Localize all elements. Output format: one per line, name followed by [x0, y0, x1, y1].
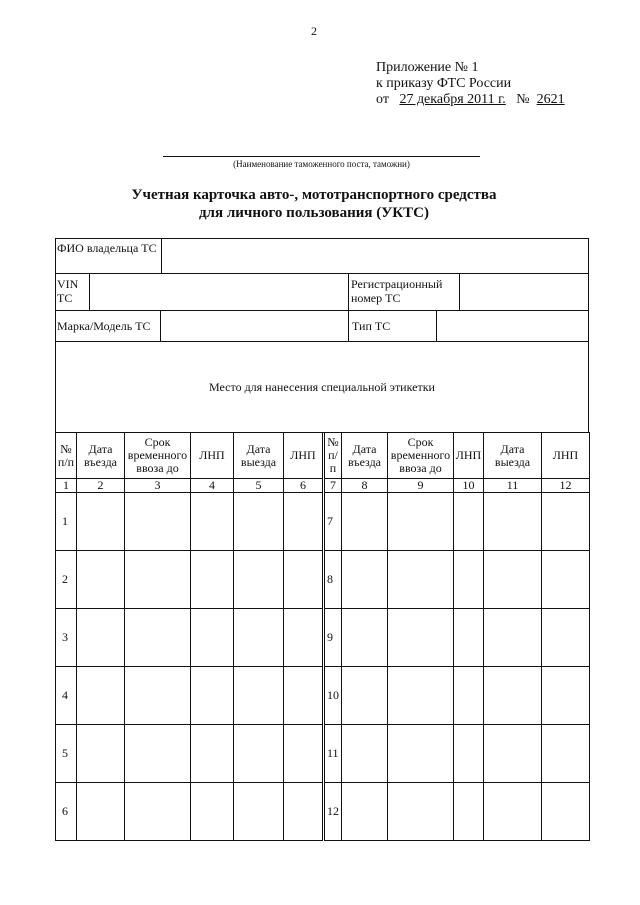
col-header: Дата выезда [484, 433, 542, 479]
entry-cell[interactable] [484, 783, 542, 841]
col-number: 6 [284, 479, 324, 493]
row-number: 1 [56, 493, 77, 551]
entry-cell[interactable] [77, 725, 125, 783]
entry-cell[interactable] [125, 551, 191, 609]
entry-cell[interactable] [484, 725, 542, 783]
entry-cell[interactable] [454, 725, 484, 783]
entry-cell[interactable] [77, 551, 125, 609]
entry-cell[interactable] [284, 667, 324, 725]
entry-cell[interactable] [484, 667, 542, 725]
customs-name-line [163, 156, 480, 157]
col-number: 10 [454, 479, 484, 493]
row-number: 10 [324, 667, 342, 725]
entry-cell[interactable] [125, 725, 191, 783]
col-header: Дата въезда [77, 433, 125, 479]
entry-cell[interactable] [542, 667, 590, 725]
entry-cell[interactable] [388, 783, 454, 841]
table-row [56, 725, 590, 783]
entry-cell[interactable] [191, 609, 234, 667]
appendix-line3 [376, 92, 565, 108]
entry-cell[interactable] [77, 783, 125, 841]
table-row [56, 493, 590, 551]
entry-cell[interactable] [342, 493, 388, 551]
column-number-row [56, 479, 590, 493]
col-number: 8 [342, 479, 388, 493]
entry-cell[interactable] [191, 667, 234, 725]
entry-cell[interactable] [342, 667, 388, 725]
col-number: 5 [234, 479, 284, 493]
col-number: 4 [191, 479, 234, 493]
table-row [56, 667, 590, 725]
row-number: 11 [324, 725, 342, 783]
appendix-line1: Приложение № 1 [376, 60, 479, 75]
entry-cell[interactable] [125, 493, 191, 551]
appendix-from-label: от [376, 92, 389, 107]
entry-cell[interactable] [191, 783, 234, 841]
row-number: 6 [56, 783, 77, 841]
table-header-row [56, 433, 590, 479]
col-number: 9 [388, 479, 454, 493]
entry-cell[interactable] [454, 667, 484, 725]
col-number: 12 [542, 479, 590, 493]
entry-cell[interactable] [388, 551, 454, 609]
type-label: Тип ТС [352, 319, 391, 333]
entry-cell[interactable] [484, 493, 542, 551]
table-row [56, 783, 590, 841]
row-number: 2 [56, 551, 77, 609]
entry-cell[interactable] [454, 609, 484, 667]
col-header: ЛНП [191, 433, 234, 479]
appendix-number: 2621 [536, 92, 565, 107]
table-row [56, 609, 590, 667]
col-number: 3 [125, 479, 191, 493]
entry-cell[interactable] [77, 667, 125, 725]
entry-cell[interactable] [191, 551, 234, 609]
entry-cell[interactable] [542, 725, 590, 783]
col-header: № п/п [324, 433, 342, 479]
row-number: 8 [324, 551, 342, 609]
entry-cell[interactable] [484, 609, 542, 667]
entry-cell[interactable] [234, 609, 284, 667]
col-header: № п/п [56, 433, 77, 479]
col-header: ЛНП [284, 433, 324, 479]
entry-cell[interactable] [454, 783, 484, 841]
entry-cell[interactable] [342, 551, 388, 609]
appendix-number-label: № [516, 92, 530, 107]
customs-caption: (Наименование таможенного поста, таможни) [233, 159, 410, 169]
entry-cell[interactable] [284, 725, 324, 783]
col-header: Срок временного ввоза до [388, 433, 454, 479]
entry-cell[interactable] [125, 667, 191, 725]
entry-cell[interactable] [125, 609, 191, 667]
entry-cell[interactable] [191, 493, 234, 551]
entry-cell[interactable] [542, 551, 590, 609]
col-number: 11 [484, 479, 542, 493]
entry-cell[interactable] [342, 783, 388, 841]
entry-cell[interactable] [342, 609, 388, 667]
entry-cell[interactable] [77, 609, 125, 667]
entry-cell[interactable] [542, 493, 590, 551]
entry-cell[interactable] [284, 493, 324, 551]
appendix-date: 27 декабря 2011 г. [399, 92, 506, 107]
entry-cell[interactable] [454, 493, 484, 551]
model-label: Марка/Модель ТС [57, 319, 151, 333]
special-label-text: Место для нанесения специальной этикетки [209, 380, 435, 394]
col-number: 1 [56, 479, 77, 493]
entry-cell[interactable] [234, 493, 284, 551]
row-number: 5 [56, 725, 77, 783]
entry-cell[interactable] [388, 493, 454, 551]
model-value-cell[interactable] [160, 310, 349, 342]
entry-cell[interactable] [454, 551, 484, 609]
entry-cell[interactable] [388, 609, 454, 667]
entry-cell[interactable] [234, 551, 284, 609]
entry-cell[interactable] [388, 725, 454, 783]
entry-cell[interactable] [234, 667, 284, 725]
entry-cell[interactable] [284, 783, 324, 841]
title-line1: Учетная карточка авто-, мототранспортного средства [131, 187, 497, 203]
entry-cell[interactable] [125, 783, 191, 841]
row-number: 7 [324, 493, 342, 551]
entry-cell[interactable] [77, 493, 125, 551]
entry-cell[interactable] [234, 725, 284, 783]
entry-cell[interactable] [388, 667, 454, 725]
col-number: 7 [324, 479, 342, 493]
owner-label: ФИО владельца ТС [57, 241, 157, 255]
entry-cell[interactable] [234, 783, 284, 841]
reg-label: Регистрационный номер ТС [351, 277, 443, 305]
entry-cell[interactable] [542, 783, 590, 841]
entry-cell[interactable] [342, 725, 388, 783]
page-number: 2 [311, 24, 317, 38]
entry-cell[interactable] [191, 725, 234, 783]
col-header: ЛНП [454, 433, 484, 479]
reg-value-cell[interactable] [459, 273, 589, 311]
title-line2: для личного пользования (УКТС) [198, 205, 430, 221]
col-header: Дата выезда [234, 433, 284, 479]
entry-cell[interactable] [284, 551, 324, 609]
appendix-line2: к приказу ФТС России [376, 76, 512, 91]
entry-cell[interactable] [484, 551, 542, 609]
row-number: 12 [324, 783, 342, 841]
table-row [56, 551, 590, 609]
col-header: ЛНП [542, 433, 590, 479]
entry-cell[interactable] [284, 609, 324, 667]
vin-label: VIN ТС [57, 277, 79, 305]
document-title [0, 186, 628, 222]
row-number: 3 [56, 609, 77, 667]
appendix-block [376, 60, 565, 108]
col-number: 2 [77, 479, 125, 493]
movement-table [55, 432, 590, 841]
col-header: Срок временного ввоза до [125, 433, 191, 479]
type-value-cell[interactable] [436, 310, 589, 342]
vin-value-cell[interactable] [89, 273, 349, 311]
row-number: 4 [56, 667, 77, 725]
row-number: 9 [324, 609, 342, 667]
owner-value-cell[interactable] [161, 238, 589, 274]
entry-cell[interactable] [542, 609, 590, 667]
col-header: Дата въезда [342, 433, 388, 479]
